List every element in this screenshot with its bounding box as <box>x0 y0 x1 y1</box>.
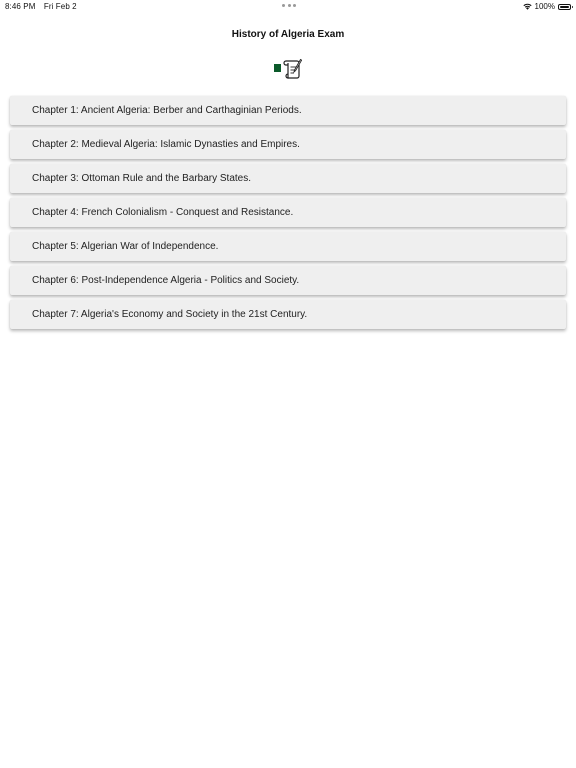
app-logo <box>274 58 302 80</box>
battery-fill <box>560 6 569 8</box>
chapter-list <box>10 96 566 334</box>
page-title: History of Algeria Exam <box>231 29 345 40</box>
chapter-item-6[interactable]: Chapter 6: Post-Independence Algeria - Politics and Society. <box>10 266 566 295</box>
status-bar <box>0 0 576 12</box>
chapter-item-3[interactable]: Chapter 3: Ottoman Rule and the Barbary States. <box>10 164 566 193</box>
status-indicators <box>523 2 571 11</box>
battery-icon <box>558 4 571 10</box>
status-time: 8:46 PM <box>5 2 36 11</box>
chapter-item-7[interactable]: Chapter 7: Algeria's Economy and Society in the 21st Century. <box>10 300 566 329</box>
chapter-item-5[interactable]: Chapter 5: Algerian War of Independence. <box>10 232 566 261</box>
wifi-icon <box>523 3 532 10</box>
battery-percent: 100% <box>534 2 555 11</box>
chapter-item-2[interactable]: Chapter 2: Medieval Algeria: Islamic Dynasties and Empires. <box>10 130 566 159</box>
chapter-item-4[interactable]: Chapter 4: French Colonialism - Conquest and Resistance. <box>10 198 566 227</box>
multitasking-dots-icon[interactable] <box>282 3 296 7</box>
chapter-item-1[interactable]: Chapter 1: Ancient Algeria: Berber and Carthaginian Periods. <box>10 96 566 125</box>
status-time-date <box>5 2 77 11</box>
algeria-flag-icon <box>274 64 281 72</box>
scroll-quill-icon <box>282 58 302 80</box>
status-date: Fri Feb 2 <box>43 2 77 11</box>
